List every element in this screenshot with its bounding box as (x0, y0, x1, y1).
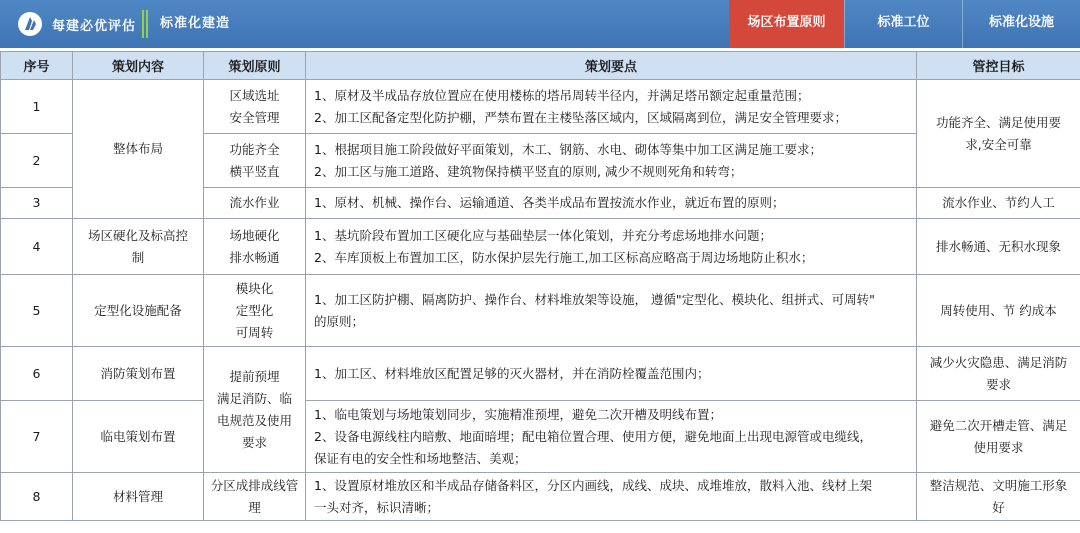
row-number: 6 (1, 347, 73, 401)
brand-divider (142, 10, 147, 38)
planning-table (0, 51, 1080, 521)
header-content: 策划内容 (73, 52, 204, 80)
row-number: 7 (1, 401, 73, 473)
table-row (1, 219, 1080, 275)
principle-cell: 场地硬化 排水畅通 (204, 219, 306, 275)
table-header-row (1, 52, 1080, 80)
goal-cell: 功能齐全、满足使用要 求,安全可靠 (917, 80, 1080, 188)
points-cell: 1、临电策划与场地策划同步，实施精准预埋，避免二次开槽及明线布置； 2、设备电源线柱内暗敷、地面暗埋；配电箱位置合理、使用方便，避免地面上出现电源管或电缆线， 保证有电的安全性和场地整洁、美观； (306, 401, 917, 473)
brand-name: 每建必优评估 (52, 18, 137, 34)
principle-cell: 模块化 定型化 可周转 (204, 275, 306, 347)
header-no: 序号 (1, 52, 73, 80)
header-points: 策划要点 (306, 52, 917, 80)
table-row (1, 473, 1080, 521)
content-cell: 临电策划布置 (73, 401, 204, 473)
header-principle: 策划原则 (204, 52, 306, 80)
content-cell: 定型化设施配备 (73, 275, 204, 347)
table-row (1, 347, 1080, 401)
points-cell: 1、加工区防护棚、隔离防护、操作台、材料堆放架等设施， 遵循"定型化、模块化、组拼式、可周转" 的原则； (306, 275, 917, 347)
brand[interactable] (18, 0, 136, 48)
row-number: 4 (1, 219, 73, 275)
header-goal: 管控目标 (917, 52, 1080, 80)
content-cell: 整体布局 (73, 80, 204, 219)
tab-site-layout-principles[interactable]: 场区布置原则 (729, 0, 844, 48)
points-cell: 1、设置原材堆放区和半成品存储备料区，分区内画线，成线、成块、成堆堆放，散料入池、线材上架 一头对齐，标识清晰； (306, 473, 917, 521)
principle-cell: 流水作业 (204, 188, 306, 219)
points-cell: 1、原材、机械、操作台、运输通道、各类半成品布置按流水作业，就近布置的原则； (306, 188, 917, 219)
row-number: 8 (1, 473, 73, 521)
brand-subtitle: 标准化建造 (160, 16, 231, 31)
content-cell: 材料管理 (73, 473, 204, 521)
points-cell: 1、加工区、材料堆放区配置足够的灭火器材，并在消防栓覆盖范围内； (306, 347, 917, 401)
goal-cell: 周转使用、节 约成本 (917, 275, 1080, 347)
content-cell: 场区硬化及标高控 制 (73, 219, 204, 275)
points-cell: 1、根据项目施工阶段做好平面策划，木工、钢筋、水电、砌体等集中加工区满足施工要求； 2、加工区与施工道路、建筑物保持横平竖直的原则, 减少不规则死角和转弯； (306, 134, 917, 188)
principle-cell: 区域选址 安全管理 (204, 80, 306, 134)
table-row (1, 80, 1080, 134)
goal-cell: 避免二次开槽走管、满足 使用要求 (917, 401, 1080, 473)
row-number: 1 (1, 80, 73, 134)
goal-cell: 减少火灾隐患、满足消防 要求 (917, 347, 1080, 401)
row-number: 3 (1, 188, 73, 219)
points-cell: 1、基坑阶段布置加工区硬化应与基础垫层一体化策划，并充分考虑场地排水问题； 2、车库顶板上布置加工区，防水保护层先行施工,加工区标高应略高于周边场地防止积水； (306, 219, 917, 275)
principle-cell: 功能齐全 横平竖直 (204, 134, 306, 188)
goal-cell: 排水畅通、无积水现象 (917, 219, 1080, 275)
goal-cell: 流水作业、节约人工 (917, 188, 1080, 219)
top-bar (0, 0, 1080, 48)
row-number: 5 (1, 275, 73, 347)
content-cell: 消防策划布置 (73, 347, 204, 401)
tab-standard-workstation[interactable]: 标准工位 (844, 0, 962, 48)
principle-cell: 提前预埋 满足消防、临 电规范及使用 要求 (204, 347, 306, 473)
brand-logo-icon (18, 12, 42, 36)
nav-tabs (729, 0, 1080, 48)
principle-cell: 分区成排成线管 理 (204, 473, 306, 521)
table-row (1, 275, 1080, 347)
table-row (1, 401, 1080, 473)
points-cell: 1、原材及半成品存放位置应在使用楼栋的塔吊周转半径内，并满足塔吊额定起重量范围； 2、加工区配备定型化防护棚，严禁布置在主楼坠落区域内，区域隔离到位，满足安全管理要求； (306, 80, 917, 134)
row-number: 2 (1, 134, 73, 188)
tab-standard-facilities[interactable]: 标准化设施 (962, 0, 1080, 48)
goal-cell: 整洁规范、文明施工形象 好 (917, 473, 1080, 521)
